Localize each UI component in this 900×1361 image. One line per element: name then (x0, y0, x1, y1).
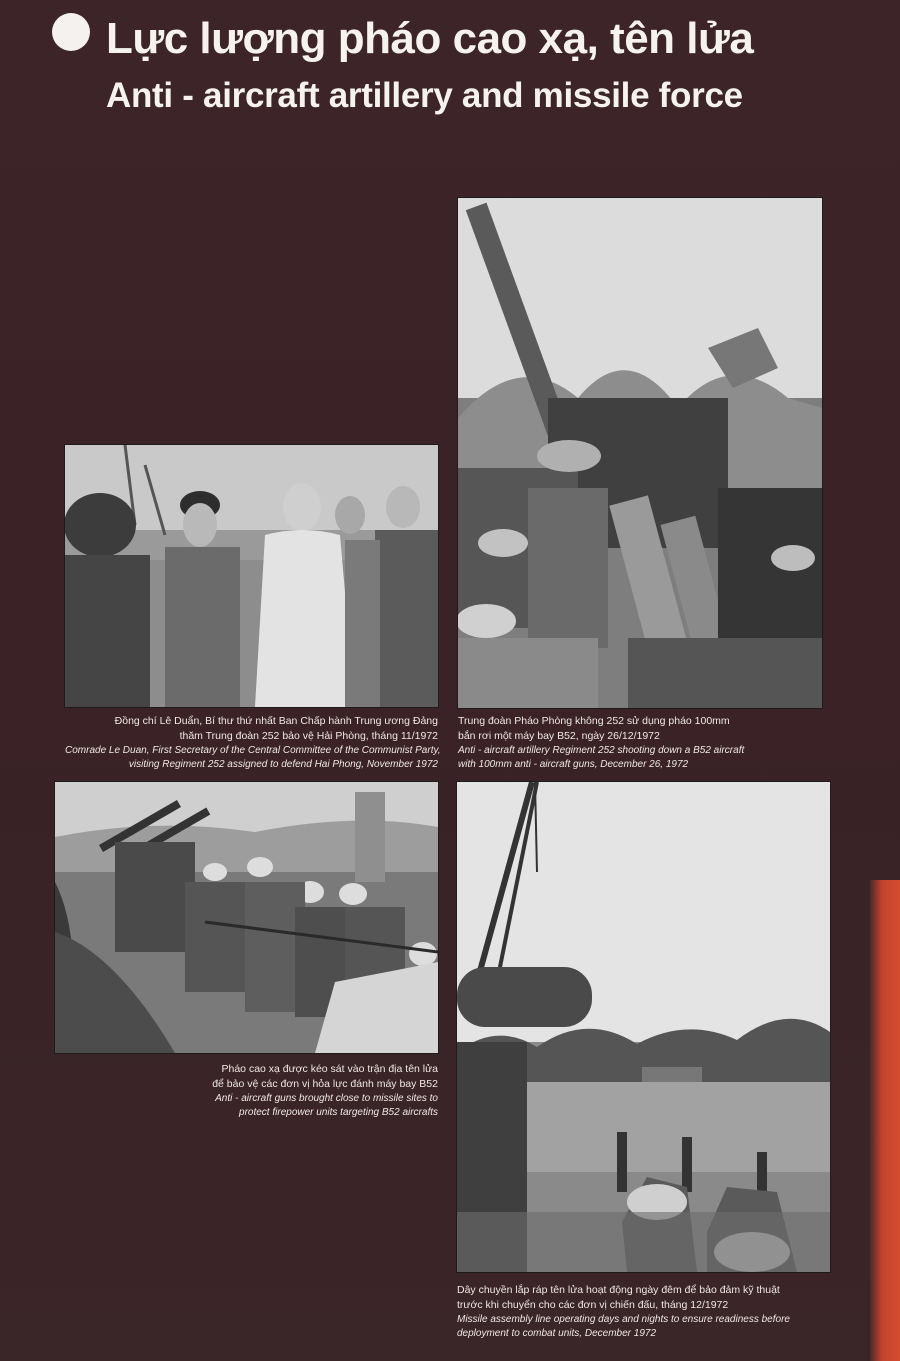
caption-en-line: deployment to combat units, December 1972 (457, 1328, 656, 1339)
photo-guns-pulled (55, 782, 438, 1053)
caption-le-duan-visit (65, 714, 441, 772)
caption-en-line: visiting Regiment 252 assigned to defend Hai Phong, November 1972 (128, 759, 438, 770)
caption-vi-line: Trung đoàn Pháo Phòng không 252 sử dụng pháo 100mm (458, 715, 730, 727)
caption-en-line: with 100mm anti - aircraft guns, December 26, 1972 (458, 759, 689, 770)
photo-le-duan-visit (65, 445, 438, 707)
photo-100mm-gun (458, 198, 822, 708)
title-english: Anti - aircraft artillery and missile force (106, 76, 743, 115)
caption-vi-line: bắn rơi một máy bay B52, ngày 26/12/1972 (458, 730, 660, 742)
photo-missile-assembly (457, 782, 830, 1272)
caption-missile-assembly (457, 1283, 837, 1341)
caption-vi-line: Dây chuyền lắp ráp tên lửa hoạt động ngày đêm để bảo đảm kỹ thuật (457, 1284, 780, 1296)
caption-vi-line: Pháo cao xạ được kéo sát vào trận địa tên lửa (221, 1063, 438, 1075)
red-panel-edge (870, 880, 900, 1361)
title-bullet (52, 13, 90, 51)
caption-en-line: Anti - aircraft guns brought close to missile sites to (215, 1093, 438, 1104)
caption-en-line: protect firepower units targeting B52 aircrafts (239, 1107, 438, 1118)
caption-vi-line: thăm Trung đoàn 252 bảo vệ Hải Phòng, tháng 11/1972 (179, 730, 438, 742)
photo-100mm-gun-image (458, 198, 822, 708)
photo-guns-pulled-image (55, 782, 438, 1053)
caption-en-line: Missile assembly line operating days and nights to ensure readiness before (457, 1314, 790, 1325)
photo-le-duan-visit-image (65, 445, 438, 707)
caption-vi-line: để bảo vệ các đơn vị hỏa lực đánh máy bay B52 (212, 1078, 438, 1090)
caption-vi-line: Đồng chí Lê Duẩn, Bí thư thứ nhất Ban Chấp hành Trung ương Đảng (114, 715, 438, 727)
title-vietnamese: Lực lượng pháo cao xạ, tên lửa (106, 14, 754, 63)
caption-en-line: Comrade Le Duan, First Secretary of the Central Committee of the Communist Party, (65, 745, 441, 756)
photo-missile-assembly-image (457, 782, 830, 1272)
caption-en-line: Anti - aircraft artillery Regiment 252 shooting down a B52 aircraft (458, 745, 745, 756)
caption-vi-line: trước khi chuyển cho các đơn vị chiến đấu, tháng 12/1972 (457, 1299, 729, 1311)
caption-100mm-gun (458, 714, 838, 772)
caption-guns-pulled (120, 1062, 438, 1120)
